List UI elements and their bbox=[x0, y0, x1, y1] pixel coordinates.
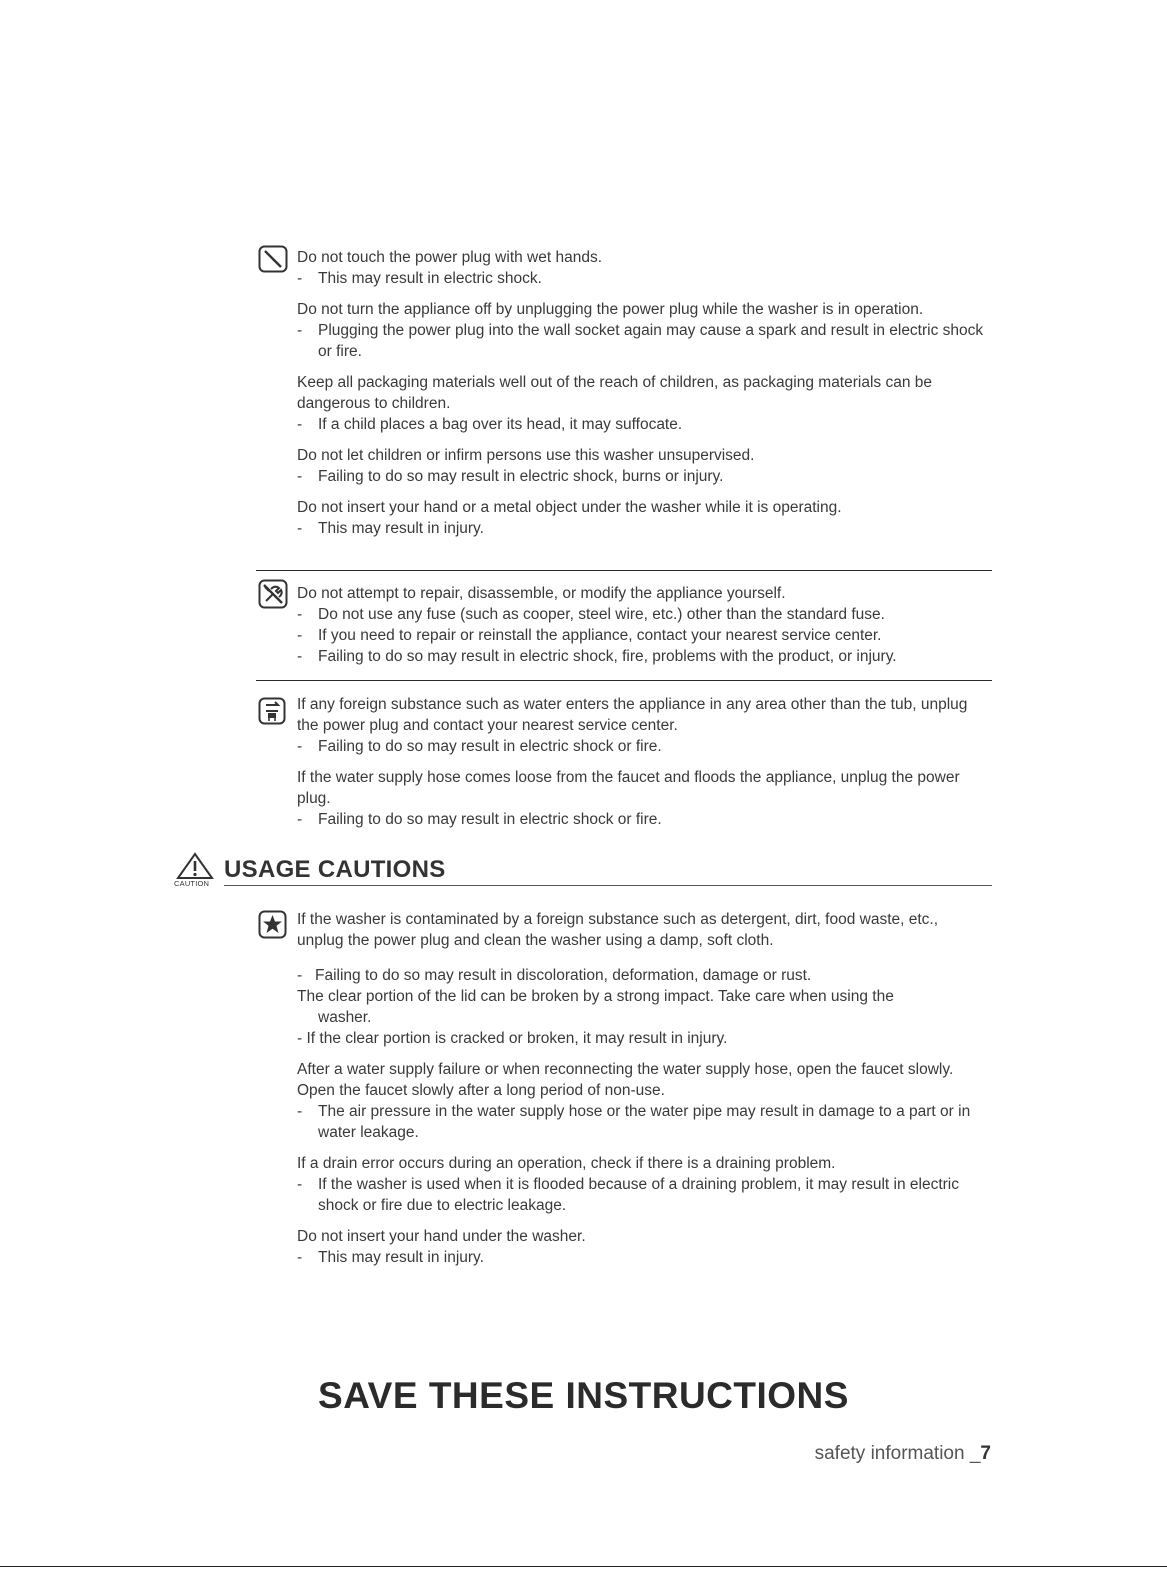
divider bbox=[256, 680, 992, 681]
warning-text: If the water supply hose comes loose from the faucet and floods the appliance, unplug the power plug. bbox=[297, 769, 960, 807]
caution-note: This may result in injury. bbox=[318, 1249, 484, 1266]
caution-text: Do not insert your hand under the washer. bbox=[297, 1228, 586, 1245]
warning-text: Do not insert your hand or a metal object under the washer while it is operating. bbox=[297, 499, 842, 516]
no-disassembly-icon bbox=[258, 579, 288, 609]
section-water-intrusion: If any foreign substance such as water enters the appliance in any area other than the tub, unplug the power plug and contact your nearest service center. - Failing to do so may result in electric shock or fire. If the water supply hose comes loose from the faucet and floods the appliance, unplug the power plug. - Failing to do so may result in electric shock or fire. bbox=[297, 694, 987, 830]
warning-note: If a child places a bag over its head, it may suffocate. bbox=[318, 416, 683, 433]
warning-note: Failing to do so may result in electric shock or fire. bbox=[318, 738, 662, 755]
section-usage-cautions: If the washer is contaminated by a foreign substance such as detergent, dirt, food waste, etc., unplug the power plug and clean the washer using a damp, soft cloth. - Failing to do so may result in discoloration, deformation, damage or rust. The clear portion of the lid can be broken by a strong impact. Take care when using the washer. - If the clear portion is cracked or broken, it may result in injury. After a water supply failure or when reconnecting the water supply hose, open the faucet slowly. Open the faucet slowly after a long period of non-use. - The air pressure in the water supply hose or the water pipe may result in damage to a part or in water leakage. If a drain error occurs during an operation, check if there is a draining problem. - If the washer is used when it is flooded because of a draining problem, it may result in electric shock or fire due to electric leakage. Do not insert your hand under the washer. - This may result in injury. bbox=[297, 909, 987, 1268]
caution-note: If the washer is used when it is flooded because of a draining problem, it may result in electric shock or fire due to electric leakage. bbox=[318, 1176, 959, 1214]
caution-text: After a water supply failure or when reconnecting the water supply hose, open the faucet slowly. bbox=[297, 1061, 954, 1078]
mandatory-action-icon bbox=[258, 910, 287, 939]
heading-rule bbox=[224, 885, 992, 886]
page-number: 7 bbox=[980, 1443, 991, 1464]
caution-text: Open the faucet slowly after a long period of non-use. bbox=[297, 1082, 665, 1099]
warning-text: Do not let children or infirm persons use this washer unsupervised. bbox=[297, 447, 755, 464]
unplug-icon bbox=[258, 697, 286, 725]
warning-note: Plugging the power plug into the wall socket again may cause a spark and result in electric shock or fire. bbox=[318, 322, 984, 360]
warning-note: Do not use any fuse (such as cooper, steel wire, etc.) other than the standard fuse. bbox=[318, 606, 885, 623]
warning-triangle-icon bbox=[174, 852, 216, 880]
save-instructions-title: SAVE THESE INSTRUCTIONS bbox=[318, 1375, 849, 1416]
warning-text: Keep all packaging materials well out of the reach of children, as packaging materials can be dangerous to children. bbox=[297, 374, 933, 412]
warning-note: Failing to do so may result in electric shock, burns or injury. bbox=[318, 468, 724, 485]
section-heading: USAGE CAUTIONS bbox=[224, 856, 446, 883]
caution-note: - If the clear portion is cracked or broken, it may result in injury. bbox=[297, 1030, 728, 1047]
caution-text: If a drain error occurs during an operation, check if there is a draining problem. bbox=[297, 1155, 836, 1172]
divider bbox=[256, 570, 992, 571]
caution-note: The air pressure in the water supply hose or the water pipe may result in damage to a part or in water leakage. bbox=[318, 1103, 971, 1141]
warning-text: Do not touch the power plug with wet hands. bbox=[297, 249, 603, 266]
warning-note: Failing to do so may result in electric shock or fire. bbox=[318, 811, 662, 828]
section-electrical-warnings: Do not touch the power plug with wet hands. - This may result in electric shock. Do not turn the appliance off by unplugging the power plug while the washer is in operation. - Plugging the power plug into the wall socket again may cause a spark and result in electric shock or fire. Keep all packaging materials well out of the reach of children, as packaging materials can be dangerous to children. - If a child places a bag over its head, it may suffocate. Do not let children or infirm persons use this washer unsupervised. - Failing to do so may result in electric shock, burns or injury. Do not insert your hand or a metal object under the washer while it is operating. - This may result in injury. bbox=[297, 247, 997, 539]
page-footer bbox=[815, 1443, 991, 1465]
warning-note: If you need to repair or reinstall the appliance, contact your nearest service center. bbox=[318, 627, 882, 644]
page-bottom-rule bbox=[0, 1566, 1167, 1567]
footer-label: safety information _ bbox=[814, 1443, 981, 1464]
caution-text: The clear portion of the lid can be broken by a strong impact. Take care when using the bbox=[297, 988, 894, 1005]
caution-text: If the washer is contaminated by a foreign substance such as detergent, dirt, food waste, etc., unplug the power plug and clean the washer using a damp, soft cloth. bbox=[297, 911, 939, 949]
caution-text: washer. bbox=[318, 1009, 372, 1026]
section-repair-warning: Do not attempt to repair, disassemble, or modify the appliance yourself. - Do not use any fuse (such as cooper, steel wire, etc.) other than the standard fuse. - If you need to repair or reinstall the appliance, contact your nearest service center. - Failing to do so may result in electric shock, fire, problems with the product, or injury. bbox=[297, 583, 997, 667]
caution-note: Failing to do so may result in discoloration, deformation, damage or rust. bbox=[315, 967, 812, 984]
warning-note: This may result in electric shock. bbox=[318, 270, 542, 287]
caution-label: CAUTION bbox=[174, 879, 210, 888]
warning-note: This may result in injury. bbox=[318, 520, 484, 537]
prohibition-icon bbox=[258, 245, 288, 273]
warning-text: Do not attempt to repair, disassemble, or modify the appliance yourself. bbox=[297, 585, 786, 602]
warning-text: If any foreign substance such as water enters the appliance in any area other than the tub, unplug the power plug and contact your nearest service center. bbox=[297, 696, 968, 734]
warning-text: Do not turn the appliance off by unplugging the power plug while the washer is in operation. bbox=[297, 301, 924, 318]
warning-note: Failing to do so may result in electric shock, fire, problems with the product, or injury. bbox=[318, 648, 897, 665]
